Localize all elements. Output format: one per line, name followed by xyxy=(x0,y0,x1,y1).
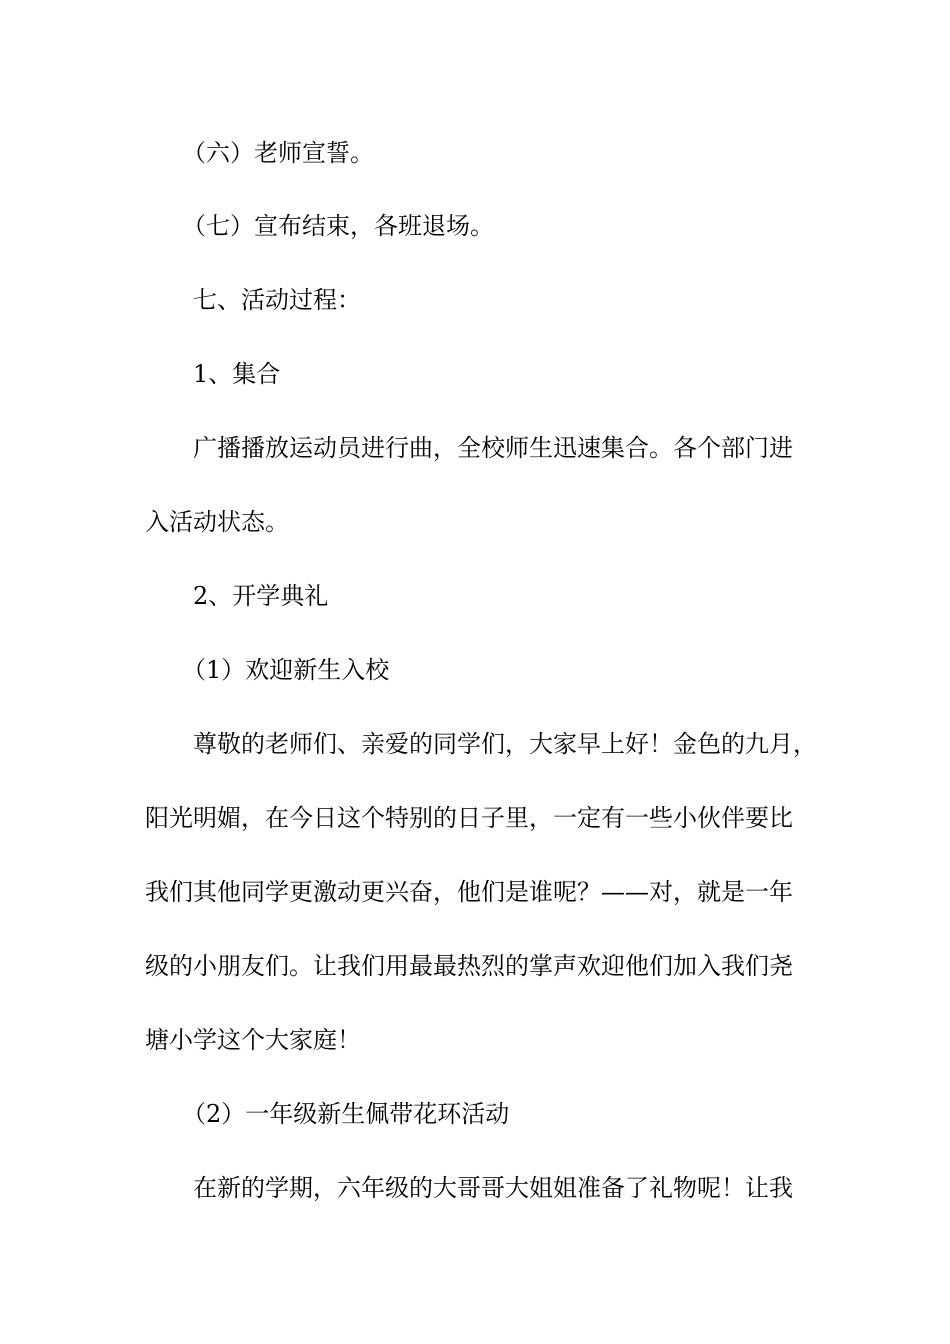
step-heading-assembly: 1、集合 xyxy=(193,360,281,388)
paragraph-assembly-line-2: 入活动状态。 xyxy=(145,508,289,536)
step-heading-opening-ceremony: 2、开学典礼 xyxy=(193,582,329,610)
subheading-garland-activity: （2）一年级新生佩带花环活动 xyxy=(182,1100,510,1128)
paragraph-assembly-line-1: 广播播放运动员进行曲，全校师生迅速集合。各个部门进 xyxy=(193,434,793,462)
paragraph-garland-line-1: 在新的学期，六年级的大哥哥大姐姐准备了礼物呢！让我 xyxy=(193,1174,793,1202)
paragraph-welcome-line-3: 我们其他同学更激动更兴奋，他们是谁呢？——对，就是一年 xyxy=(145,878,793,906)
paragraph-welcome-line-1: 尊敬的老师们、亲爱的同学们，大家早上好！金色的九月， xyxy=(193,730,817,758)
paragraph-welcome-line-2: 阳光明媚，在今日这个特别的日子里，一定有一些小伙伴要比 xyxy=(145,804,793,832)
item-six-teacher-oath: （六）老师宣誓。 xyxy=(182,139,374,167)
subheading-welcome-new-students: （1）欢迎新生入校 xyxy=(182,656,390,684)
item-seven-closing: （七）宣布结束，各班退场。 xyxy=(182,212,494,240)
paragraph-welcome-line-5: 塘小学这个大家庭！ xyxy=(145,1026,361,1054)
section-heading-activity-process: 七、活动过程： xyxy=(193,286,361,314)
paragraph-welcome-line-4: 级的小朋友们。让我们用最最热烈的掌声欢迎他们加入我们尧 xyxy=(145,952,793,980)
